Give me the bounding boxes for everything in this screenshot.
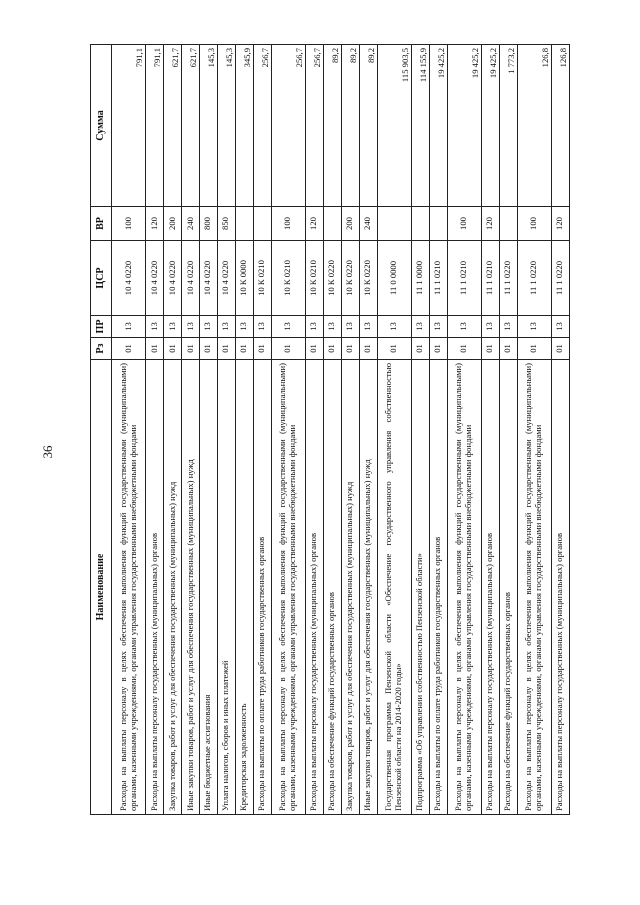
row-rz: 01 (359, 338, 377, 360)
row-csr: 10 К 0210 (253, 241, 271, 316)
row-sum: 19 425,2 (481, 45, 499, 207)
row-vr (235, 207, 253, 241)
row-pr: 13 (429, 316, 447, 338)
row-sum: 126,8 (551, 45, 569, 207)
row-csr: 10 4 0220 (146, 241, 164, 316)
table-row (323, 45, 341, 815)
row-sum: 19 425,2 (447, 45, 481, 207)
row-pr: 13 (112, 316, 146, 338)
table-row (447, 45, 481, 815)
table-row (182, 45, 200, 815)
row-csr: 10 К 0000 (235, 241, 253, 316)
row-csr: 11 0 0000 (377, 241, 411, 316)
table-row (411, 45, 429, 815)
row-csr: 10 К 0210 (271, 241, 305, 316)
row-rz: 01 (199, 338, 217, 360)
row-vr (377, 207, 411, 241)
row-name: Расходы на выплаты персоналу государственных (муниципальных) органов (481, 360, 499, 815)
row-pr: 13 (341, 316, 359, 338)
row-name: Иные закупки товаров, работ и услуг для обеспечения государственных (муниципальных) нужд (182, 360, 200, 815)
page-number: 36 (40, 445, 55, 459)
row-rz: 01 (217, 338, 235, 360)
table-row (199, 45, 217, 815)
row-name: Подпрограмма «Об управлении собственностью Пензенской области» (411, 360, 429, 815)
row-pr: 13 (235, 316, 253, 338)
table-row (112, 45, 146, 815)
row-vr: 200 (341, 207, 359, 241)
row-rz: 01 (481, 338, 499, 360)
row-vr (253, 207, 271, 241)
row-sum: 145,3 (217, 45, 235, 207)
row-csr: 11 1 0000 (411, 241, 429, 316)
row-rz: 01 (341, 338, 359, 360)
table-row (305, 45, 323, 815)
row-csr: 10 4 0220 (164, 241, 182, 316)
row-vr (429, 207, 447, 241)
row-sum: 791,1 (112, 45, 146, 207)
row-name: Иные закупки товаров, работ и услуг для обеспечения государственных (муниципальных) нужд (359, 360, 377, 815)
table-row (164, 45, 182, 815)
row-name: Закупка товаров, работ и услуг для обеспечения государственных (муниципальных) нужд (164, 360, 182, 815)
header-sum: Сумма (91, 45, 112, 207)
row-sum: 256,7 (253, 45, 271, 207)
row-name: Расходы на выплаты персоналу государственных (муниципальных) органов (305, 360, 323, 815)
row-sum: 114 155,9 (411, 45, 429, 207)
row-name: Государственная программа Пензенской области «Обеспечение государственного управления собственностью Пензенской области на 2014-2020 годы» (377, 360, 411, 815)
row-sum: 256,7 (271, 45, 305, 207)
row-csr: 11 1 0210 (481, 241, 499, 316)
row-vr: 100 (517, 207, 551, 241)
row-rz: 01 (517, 338, 551, 360)
row-rz: 01 (305, 338, 323, 360)
row-sum: 256,7 (305, 45, 323, 207)
table-row (517, 45, 551, 815)
row-sum: 126,8 (517, 45, 551, 207)
row-pr: 13 (359, 316, 377, 338)
row-csr: 10 К 0220 (341, 241, 359, 316)
row-vr: 100 (447, 207, 481, 241)
row-rz: 01 (182, 338, 200, 360)
row-pr: 13 (377, 316, 411, 338)
table-row (499, 45, 517, 815)
row-pr: 13 (517, 316, 551, 338)
row-pr: 13 (199, 316, 217, 338)
row-vr: 100 (112, 207, 146, 241)
table-body (112, 45, 570, 815)
row-csr: 10 К 0220 (359, 241, 377, 316)
table-row (429, 45, 447, 815)
row-vr: 850 (217, 207, 235, 241)
table-row (217, 45, 235, 815)
row-name: Расходы на выплаты персоналу государственных (муниципальных) органов (146, 360, 164, 815)
row-vr: 100 (271, 207, 305, 241)
row-vr: 120 (305, 207, 323, 241)
header-vr: ВР (91, 207, 112, 241)
row-vr: 240 (182, 207, 200, 241)
row-sum: 345,9 (235, 45, 253, 207)
row-vr: 200 (164, 207, 182, 241)
row-pr: 13 (447, 316, 481, 338)
header-csr: ЦСР (91, 241, 112, 316)
row-name: Расходы на выплаты персоналу государственных (муниципальных) органов (551, 360, 569, 815)
row-rz: 01 (551, 338, 569, 360)
row-pr: 13 (411, 316, 429, 338)
row-pr: 13 (551, 316, 569, 338)
row-pr: 13 (499, 316, 517, 338)
row-sum: 115 903,5 (377, 45, 411, 207)
row-pr: 13 (146, 316, 164, 338)
row-sum: 145,3 (199, 45, 217, 207)
rotated-table-frame (90, 45, 570, 815)
row-name: Расходы на выплаты персоналу в целях обеспечения выполнения функций государственными (муниципальными) органами, казенными учреждениями, органами управления государственными внебюджетными фондами (517, 360, 551, 815)
row-csr: 10 4 0220 (199, 241, 217, 316)
row-vr: 120 (481, 207, 499, 241)
row-name: Иные бюджетные ассигнования (199, 360, 217, 815)
row-csr: 10 4 0220 (217, 241, 235, 316)
row-vr: 800 (199, 207, 217, 241)
table-row (377, 45, 411, 815)
row-sum: 19 425,2 (429, 45, 447, 207)
row-pr: 13 (271, 316, 305, 338)
row-sum: 621,7 (164, 45, 182, 207)
row-pr: 13 (182, 316, 200, 338)
table-row (481, 45, 499, 815)
header-rz: Рз (91, 338, 112, 360)
row-rz: 01 (447, 338, 481, 360)
row-name: Закупка товаров, работ и услуг для обеспечения государственных (муниципальных) нужд (341, 360, 359, 815)
row-csr: 11 1 0210 (447, 241, 481, 316)
table-row (359, 45, 377, 815)
row-csr: 11 1 0220 (517, 241, 551, 316)
table-header-row (91, 45, 112, 815)
row-name: Расходы на обеспечение функций государственных органов (323, 360, 341, 815)
row-csr: 11 1 0220 (551, 241, 569, 316)
row-rz: 01 (164, 338, 182, 360)
row-vr (323, 207, 341, 241)
row-rz: 01 (271, 338, 305, 360)
row-csr: 10 4 0220 (182, 241, 200, 316)
row-rz: 01 (112, 338, 146, 360)
row-vr (411, 207, 429, 241)
row-sum: 89,2 (323, 45, 341, 207)
row-name: Расходы на выплаты персоналу в целях обеспечения выполнения функций государственными (муниципальными) органами, казенными учреждениями, органами управления государственными внебюджетными фондами (271, 360, 305, 815)
row-sum: 89,2 (359, 45, 377, 207)
row-pr: 13 (253, 316, 271, 338)
row-name: Расходы на выплаты по оплате труда работников государственных органов (429, 360, 447, 815)
row-pr: 13 (217, 316, 235, 338)
row-rz: 01 (411, 338, 429, 360)
row-vr: 240 (359, 207, 377, 241)
row-rz: 01 (429, 338, 447, 360)
row-rz: 01 (323, 338, 341, 360)
header-pr: ПР (91, 316, 112, 338)
row-name: Расходы на выплаты персоналу в целях обеспечения выполнения функций государственными (муниципальными) органами, казенными учреждениями, органами управления государственными внебюджетными фондами (112, 360, 146, 815)
row-rz: 01 (146, 338, 164, 360)
row-name: Расходы на обеспечение функций государственных органов (499, 360, 517, 815)
row-sum: 791,1 (146, 45, 164, 207)
row-sum: 89,2 (341, 45, 359, 207)
row-csr: 10 К 0210 (305, 241, 323, 316)
table-row (235, 45, 253, 815)
row-csr: 11 1 0210 (429, 241, 447, 316)
row-name: Расходы на выплаты персоналу в целях обеспечения выполнения функций государственными (муниципальными) органами, казенными учреждениями, органами управления государственными внебюджетными фондами (447, 360, 481, 815)
table-row (253, 45, 271, 815)
header-name: Наименование (91, 360, 112, 815)
row-rz: 01 (377, 338, 411, 360)
row-sum: 621,7 (182, 45, 200, 207)
row-name: Кредиторская задолженность (235, 360, 253, 815)
table-row (146, 45, 164, 815)
row-sum: 1 773,2 (499, 45, 517, 207)
row-vr (499, 207, 517, 241)
row-csr: 10 К 0220 (323, 241, 341, 316)
row-pr: 13 (164, 316, 182, 338)
row-name: Уплата налогов, сборов и иных платежей (217, 360, 235, 815)
table-row (551, 45, 569, 815)
table-row (271, 45, 305, 815)
row-vr: 120 (551, 207, 569, 241)
row-pr: 13 (305, 316, 323, 338)
row-rz: 01 (253, 338, 271, 360)
rotated-table-area (90, 45, 570, 815)
row-rz: 01 (499, 338, 517, 360)
row-csr: 11 1 0220 (499, 241, 517, 316)
table-row (341, 45, 359, 815)
row-vr: 120 (146, 207, 164, 241)
row-csr: 10 4 0220 (112, 241, 146, 316)
row-rz: 01 (235, 338, 253, 360)
budget-table (90, 44, 570, 815)
row-pr: 13 (323, 316, 341, 338)
row-name: Расходы на выплаты по оплате труда работников государственных органов (253, 360, 271, 815)
row-pr: 13 (481, 316, 499, 338)
